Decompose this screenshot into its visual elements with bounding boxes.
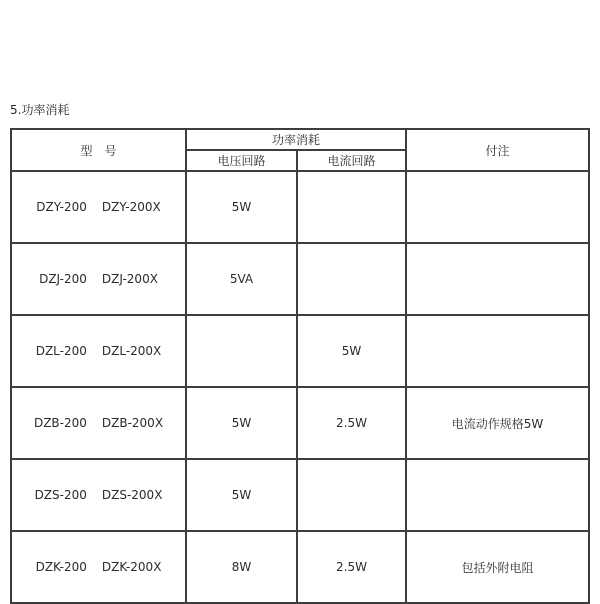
model-name: DZS-200 (34, 488, 87, 502)
model-name: DZJ-200 (39, 272, 87, 286)
model-name: DZL-200 (35, 344, 87, 358)
model-name: DZB-200 (33, 416, 87, 430)
current-value: 5W (297, 315, 406, 387)
current-value (297, 243, 406, 315)
note-value: 电流动作规格5W (406, 387, 589, 459)
header-current-circuit: 电流回路 (297, 150, 406, 171)
note-value: 包括外附电阻 (406, 531, 589, 603)
model-name: DZY-200 (36, 200, 87, 214)
voltage-value: 8W (186, 531, 297, 603)
table-row (11, 531, 589, 603)
model-name-x: DZJ-200X (101, 272, 158, 286)
header-note: 付注 (406, 129, 589, 171)
note-value (406, 315, 589, 387)
table-row (11, 243, 589, 315)
voltage-value: 5W (186, 171, 297, 243)
model-name-x: DZY-200X (101, 200, 161, 214)
model-cell (11, 387, 186, 459)
voltage-value (186, 315, 297, 387)
section-title: 5.功率消耗 (10, 103, 70, 117)
voltage-value: 5W (186, 387, 297, 459)
table-row (11, 315, 589, 387)
current-value (297, 171, 406, 243)
model-name-x: DZK-200X (101, 560, 162, 574)
model-name-x: DZB-200X (101, 416, 164, 430)
model-cell (11, 459, 186, 531)
table-row (11, 171, 589, 243)
power-consumption-table-container (10, 128, 590, 604)
voltage-value: 5VA (186, 243, 297, 315)
model-cell (11, 315, 186, 387)
model-name-x: DZL-200X (101, 344, 162, 358)
model-name: DZK-200 (35, 560, 87, 574)
header-voltage-circuit: 电压回路 (186, 150, 297, 171)
model-cell (11, 171, 186, 243)
current-value (297, 459, 406, 531)
note-value (406, 243, 589, 315)
current-value: 2.5W (297, 387, 406, 459)
power-consumption-table (10, 128, 590, 604)
note-value (406, 459, 589, 531)
model-name-x: DZS-200X (101, 488, 163, 502)
header-power-group: 功率消耗 (186, 129, 406, 150)
model-cell (11, 531, 186, 603)
table-row (11, 459, 589, 531)
header-row-top (11, 129, 589, 150)
voltage-value: 5W (186, 459, 297, 531)
note-value (406, 171, 589, 243)
model-cell (11, 243, 186, 315)
header-model: 型 号 (11, 129, 186, 171)
current-value: 2.5W (297, 531, 406, 603)
table-row (11, 387, 589, 459)
